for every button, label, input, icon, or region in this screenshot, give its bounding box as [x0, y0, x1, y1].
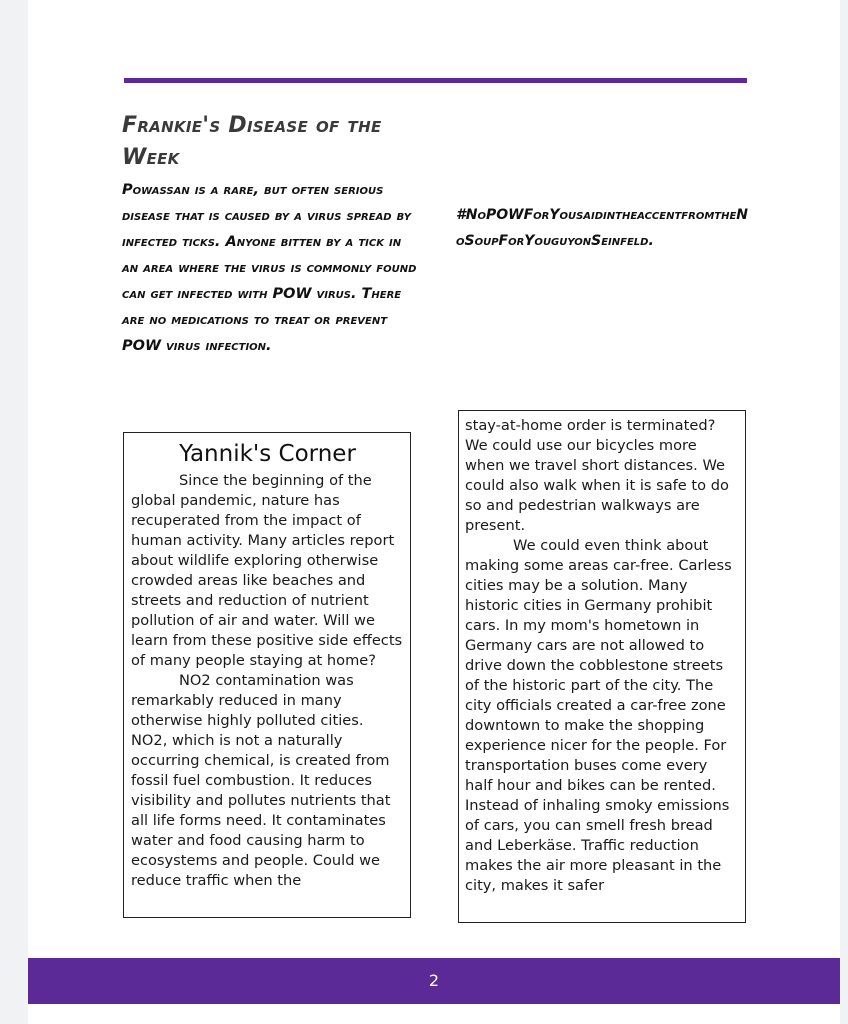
yannik-corner-box-right — [458, 410, 746, 923]
yannik-paragraph-1: Since the beginning of the global pandemic, nature has recuperated from the impact of human activity. Many articles report about wildlife exploring otherwise crowded areas like beaches and streets and reduction of nutrient pollution of air and water. Will we learn from these positive side effects of many people staying at home? — [131, 472, 403, 669]
yannik-paragraph-3: We could even think about making some areas car-free. Carless cities may be a solution. Many historic cities in Germany prohibit cars. In my mom's hometown in Germany cars are not allowed to drive down the cobblestone streets of the historic part of the city. The city officials created a car-free zone downtown to make the shopping experience nicer for the people. For transportation buses come every half hour and bikes can be rented. Instead of inhaling smoky emissions of cars, you can smell fresh bread and Leberkäse. Traffic reduction makes the air more pleasant in the city, makes it safer — [465, 537, 732, 894]
newsletter-page — [28, 0, 840, 1024]
top-divider — [124, 78, 747, 83]
yannik-paragraph-2: NO2 contamination was remarkably reduced in many otherwise highly polluted cities. NO2, which is not a naturally occurring chemical, is created from fossil fuel combustion. It reduces visibility and pollutes nutrients that all life forms need. It contaminates water and food causing harm to ecosystems and people. Could we reduce traffic when the — [131, 672, 391, 889]
yannik-corner-box-left — [123, 432, 411, 918]
yannik-paragraph-continued: stay-at-home order is terminated? We could use our bicycles more when we travel short distances. We could also walk when it is safe to do so and pedestrian walkways are present. — [465, 417, 729, 534]
disease-of-week-title: Frankie's Disease of the Week — [122, 113, 382, 170]
yannik-corner-title: Yannik's Corner — [179, 441, 356, 467]
hashtag-text: #NoPOWForYousaidintheaccentfromtheNoSoupForYouguyonSeinfeld. — [456, 207, 749, 249]
page-number: 2 — [428, 971, 440, 990]
footer-bar — [28, 958, 840, 1004]
disease-of-week-body: Powassan is a rare, but often serious disease that is caused by a virus spread by infected ticks. Anyone bitten by a tick in an area where the virus is commonly found can get infected with POW virus. There are no medications to treat or prevent POW virus infection. — [122, 182, 417, 354]
